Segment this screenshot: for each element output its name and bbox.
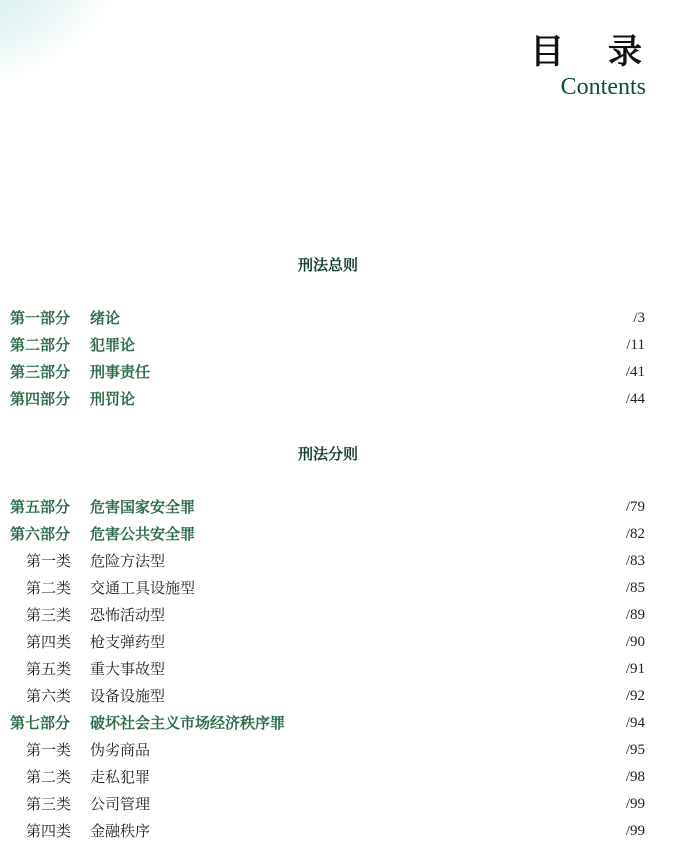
toc-entry-page: /92	[625, 688, 645, 704]
toc-entry-number: 第六部分	[10, 525, 71, 543]
section-heading-specific: 刑法分则	[297, 445, 358, 463]
toc-entry-title: 公司管理	[90, 795, 151, 813]
toc-entry-page: /83	[625, 553, 645, 569]
toc-entry-number: 第五类	[26, 660, 72, 678]
toc-entry-number: 第三部分	[10, 363, 71, 381]
toc-entry[interactable]	[0, 388, 674, 410]
toc-entry-title: 伪劣商品	[90, 741, 151, 759]
toc-entry[interactable]	[0, 712, 674, 734]
toc-entry-number: 第二类	[26, 579, 72, 597]
toc-entry[interactable]	[0, 334, 674, 356]
toc-entry[interactable]	[0, 361, 674, 383]
toc-entry-title: 危害公共安全罪	[90, 525, 196, 543]
toc-entry-title: 犯罪论	[90, 336, 136, 354]
toc-entry[interactable]	[0, 523, 674, 545]
toc-entry-page: /91	[625, 661, 645, 677]
toc-entry-page: /90	[625, 634, 645, 650]
toc-entry-page: /85	[625, 580, 645, 596]
toc-entry[interactable]	[0, 604, 674, 626]
toc-entry-title: 枪支弹药型	[90, 633, 166, 651]
toc-entry-number: 第四类	[26, 822, 72, 840]
toc-entry-page: /79	[625, 499, 645, 515]
toc-entry-page: /89	[625, 607, 645, 623]
page-title: 目 录	[530, 32, 658, 72]
toc-entry[interactable]	[0, 793, 674, 815]
toc-entry-number: 第二部分	[10, 336, 71, 354]
toc-entry[interactable]	[0, 766, 674, 788]
toc-entry-number: 第五部分	[10, 498, 71, 516]
toc-entry-page: /41	[625, 364, 645, 380]
toc-entry-title: 破坏社会主义市场经济秩序罪	[90, 714, 286, 732]
toc-entry[interactable]	[0, 496, 674, 518]
toc-entry-number: 第四类	[26, 633, 72, 651]
toc-entry-page: /3	[633, 310, 645, 326]
page-subtitle: Contents	[560, 74, 646, 100]
toc-entry-number: 第一类	[26, 741, 72, 759]
toc-entry-page: /11	[626, 337, 645, 353]
toc-entry-number: 第一类	[26, 552, 72, 570]
toc-entry-title: 重大事故型	[90, 660, 166, 678]
toc-entry[interactable]	[0, 820, 674, 842]
section-heading-general: 刑法总则	[297, 256, 358, 274]
toc-entry[interactable]	[0, 739, 674, 761]
toc-entry-number: 第二类	[26, 768, 72, 786]
toc-entry-title: 设备设施型	[90, 687, 166, 705]
toc-entry-title: 刑事责任	[90, 363, 151, 381]
toc-entry-title: 恐怖活动型	[90, 606, 166, 624]
corner-decoration	[0, 0, 137, 90]
toc-entry[interactable]	[0, 550, 674, 572]
toc-entry-number: 第三类	[26, 795, 72, 813]
toc-entry-page: /99	[625, 823, 645, 839]
toc-entry-page: /82	[625, 526, 645, 542]
title-block	[530, 32, 658, 100]
toc-entry-title: 金融秩序	[90, 822, 151, 840]
toc-entry-page: /95	[625, 742, 645, 758]
toc-entry[interactable]	[0, 307, 674, 329]
toc-entry-number: 第七部分	[10, 714, 71, 732]
toc-entry-title: 危险方法型	[90, 552, 166, 570]
toc-entry-number: 第六类	[26, 687, 72, 705]
toc-entry-page: /94	[625, 715, 645, 731]
toc-entry-page: /98	[625, 769, 645, 785]
toc-entry-title: 走私犯罪	[90, 768, 151, 786]
toc-entry[interactable]	[0, 631, 674, 653]
toc-entry[interactable]	[0, 658, 674, 680]
toc-entry-page: /44	[625, 391, 645, 407]
toc-entry-number: 第四部分	[10, 390, 71, 408]
toc-entry-title: 绪论	[90, 309, 121, 327]
toc-entry[interactable]	[0, 685, 674, 707]
toc-entry-number: 第一部分	[10, 309, 71, 327]
toc-entry-page: /99	[625, 796, 645, 812]
toc-entry-title: 危害国家安全罪	[90, 498, 196, 516]
toc-entry-title: 交通工具设施型	[90, 579, 196, 597]
toc-entry[interactable]	[0, 577, 674, 599]
toc-entry-title: 刑罚论	[90, 390, 136, 408]
toc-entry-number: 第三类	[26, 606, 72, 624]
